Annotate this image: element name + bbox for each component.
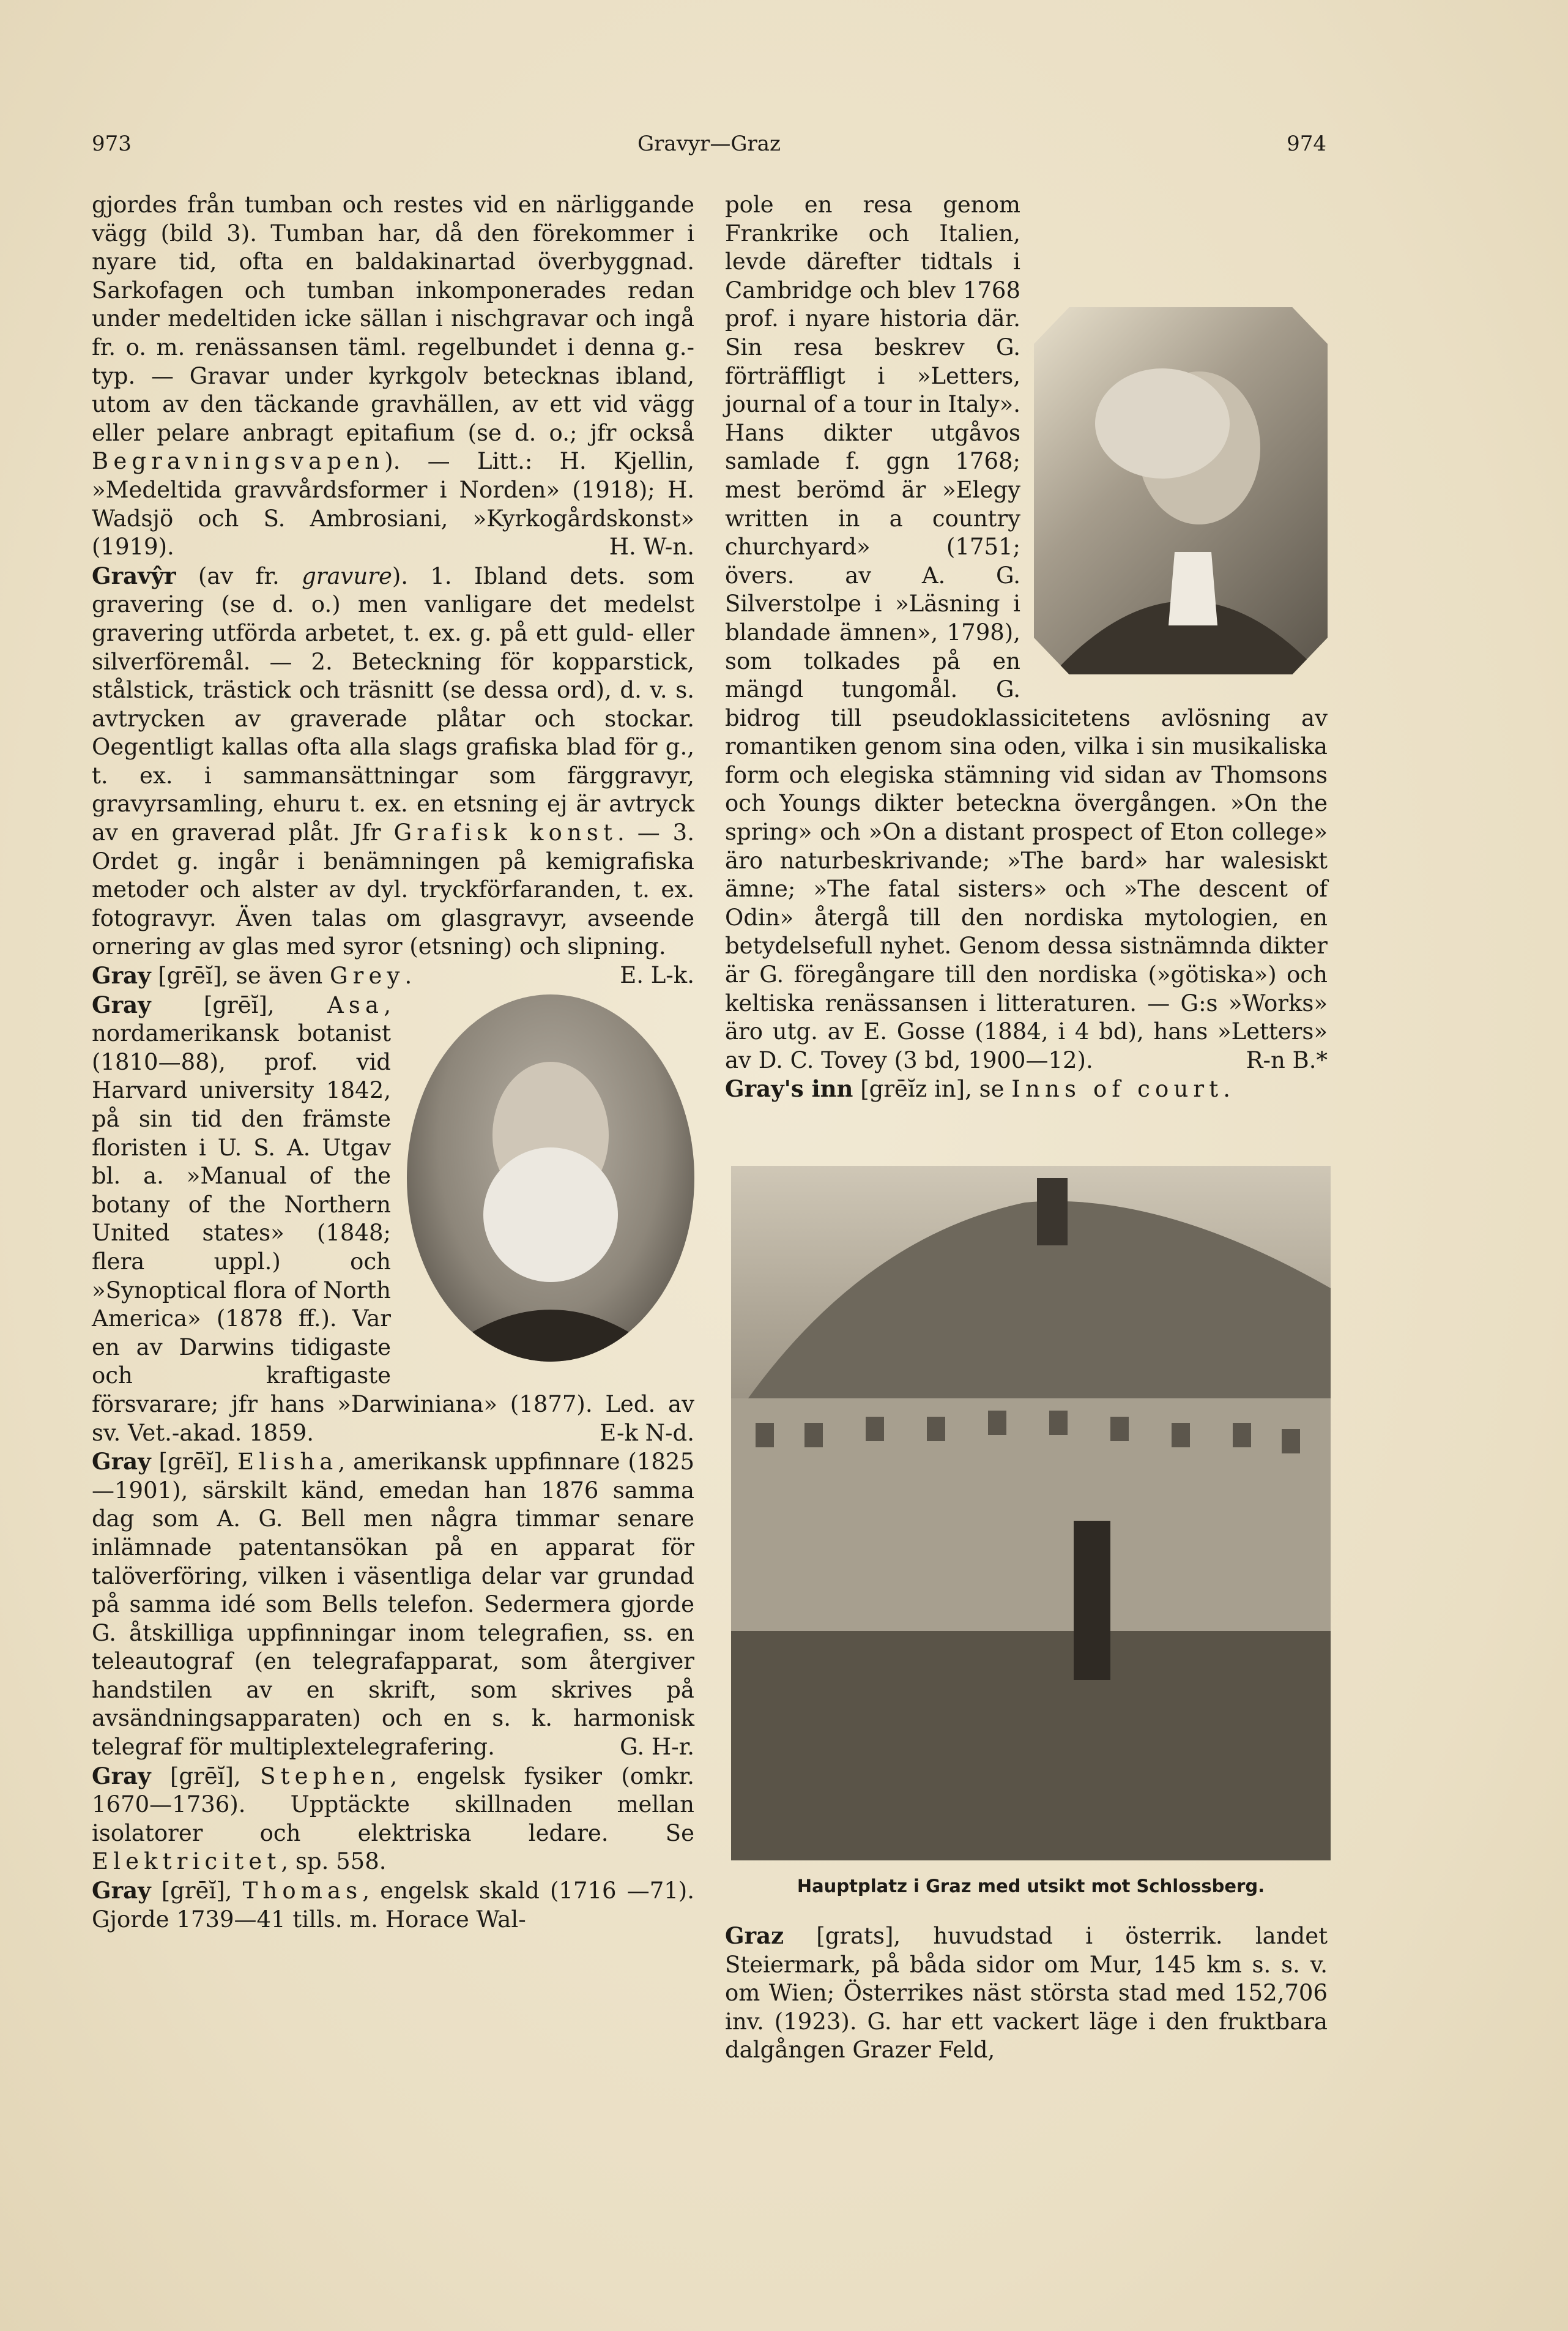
entry-gray: Gray [grēĭ], se även Grey. <box>92 962 412 990</box>
right-column-lower <box>725 1922 1328 2065</box>
headword: Gray <box>92 991 151 1018</box>
photo-caption: Hauptplatz i Graz med utsikt mot Schlossberg. <box>797 1876 1265 1897</box>
running-title: Gravyr—Graz <box>637 132 781 156</box>
author-signature: E. L-k. <box>620 962 694 989</box>
cross-reference: Inns of court <box>1011 1076 1224 1103</box>
portrait-image <box>1034 307 1328 674</box>
page-number-left: 973 <box>92 132 132 156</box>
entry-gray-thomas-continued: pole en resa genom Frankrike och Italien, levde därefter tidtals i Cambridge och blev 1768 prof. i nyare historia där. Sin resa beskrev G. förträffligt i »Letters, journal of a tour in Italy». Hans dikter utgåvos samlade f. ggn 1768; mest berömd är »Elegy written in a country churchyard» (1751; övers. av A. G. Silverstolpe i »Läsning i blandade ämnen», 1798), som tolkades på en mängd tungomål. G. bidrog till pseudoklassicitetens avlösning av romantiken genom sina oden, vilka i sin musikaliska form och elegiska stämning vid sidan av Thomsons och Youngs dikter beteckna övergången. »On the spring» och »On a distant prospect of Eton college» äro naturbeskrivande; »The bard» har walesiskt ämne; »The fatal sisters» och »The descent of Odin» återgå till den nordiska mytologien, en betydelsefull nyhet. Genom dessa sistnämnda dikter är G. föregångare till den nordiska (»götiska») och keltiska renässansen i litteraturen. — G:s »Works» äro utg. av E. Gosse (1884, i 4 bd), hans »Letters» av D. C. Tovey (3 bd, 1900—12). R-n B.* <box>725 191 1328 1075</box>
entry-gravyr: Gravŷr (av fr. gravure). 1. Ibland dets. som gravering (se d. o.) men vanligare det medelst gravering utförda arbetet, t. ex. g. på ett guld- eller silverföremål. — 2. Beteckning för kopparstick, stålstick, trästick och träsnitt (se dessa ord), d. v. s. avtrycken av graverade plåtar och stockar. Oegentligt kallas ofta alla slags grafiska blad för g., t. ex. i sammansättningar som färggravyr, gravyrsamling, ehuru t. ex. en etsning ej är avtryck av en graverad plåt. Jfr Grafisk konst. — 3. Ordet g. ingår i benämningen på kemigrafiska metoder och alster av dyl. tryckförfaranden, t. ex. fotogravyr. Även talas om glasgravyr, avseende ornering av glas med syror (etsning) och slipning. E. L-k. <box>92 562 694 961</box>
entry-graz: Graz [grats], huvudstad i österrik. landet Steiermark, på båda sidor om Mur, 145 km s. s. v. om Wien; Österrikes näst största stad med 152,706 inv. (1923). G. har ett vackert läge i den fruktbara dalgången Grazer Feld, <box>725 1922 1328 2064</box>
headword: Gray <box>92 1448 151 1475</box>
cross-reference: Grafisk konst <box>393 819 617 846</box>
cross-reference: Elektricitet <box>92 1848 281 1875</box>
portrait-asa-gray <box>407 994 694 1362</box>
author-signature: G. H-r. <box>620 1734 694 1761</box>
entry-gray-elisha: Gray [grēĭ], Elisha, amerikansk uppfinnare (1825—1901), särskilt känd, emedan han 1876 samma dag som A. G. Bell men några timmar senare inlämnade patentansökan på en apparat för talöverföring, vilken i väsentliga delar var grundad på samma idé som Bells telefon. Sedermera gjorde G. åtskilliga uppfinningar inom telegrafien, ss. en teleautograf (en telegrafapparat, som återgiver handstilen av en skrift, som skrives på avsändningsapparaten) och en s. k. harmonisk telegraf för multiplextelegrafering. G. H-r. <box>92 1447 694 1762</box>
left-column <box>92 191 694 1934</box>
headword: Gray's inn <box>725 1075 853 1103</box>
author-signature: E-k N-d. <box>600 1419 694 1446</box>
portrait-thomas-gray <box>1034 307 1328 674</box>
page-header <box>92 132 1326 168</box>
headword: Gravŷr <box>92 562 176 589</box>
entry-grays-inn: Gray's inn [grēĭz in], se Inns of court. <box>725 1075 1231 1103</box>
entry-gray-asa: Gray [grēĭ], Asa, nordamerikansk botanist (1810—88), prof. vid Harvard university 1842, på sin tid den främste floristen i U. S. A. Utgav bl. a. »Manual of the botany of the Northern United states» (1848; flera uppl.) och »Synoptical flora of North America» (1878 ff.). Var en av Darwins tidigaste och kraftigaste försvarare; jfr hans »Darwiniana» (1877). Led. av sv. Vet.-akad. 1859. E-k N-d. <box>92 991 694 1448</box>
entry-gray-thomas: Gray [grēĭ], Thomas, engelsk skald (1716 —71). Gjorde 1739—41 tills. m. Horace Wal- <box>92 1877 694 1933</box>
cross-reference: Grey <box>329 963 405 990</box>
photo-hauptplatz-graz <box>731 1166 1331 1860</box>
headword: Gray <box>92 962 151 990</box>
cross-reference: Begravningsvapen <box>92 448 385 475</box>
author-signature: R-n B.* <box>1246 1046 1328 1073</box>
right-column <box>725 191 1328 1104</box>
entry-gravar-continued: gjordes från tumban och restes vid en närliggande vägg (bild 3). Tumban har, då den förekommer i nyare tid, ofta en baldakinartad överbyggnad. Sarkofagen och tumban inkomponerades redan under medeltiden icke sällan i nischgravar och ingå fr. o. m. renässansen täml. regelbundet i denna g.-typ. — Gravar under kyrkgolv betecknas ibland, utom av den täckande gravhällen, av ett vid vägg eller pelare anbragt epitafium (se d. o.; jfr också Begravningsvapen). — Litt.: H. Kjellin, »Medeltida gravvårdsformer i Norden» (1918); H. Wadsjö och S. Ambrosiani, »Kyrkogårdskonst» (1919). H. W-n. <box>92 191 694 562</box>
entry-gray-stephen: Gray [grēĭ], Stephen, engelsk fysiker (omkr. 1670—1736). Upptäckte skillnaden mellan isolatorer och elektriska ledare. Se Elektricitet, sp. 558. <box>92 1762 694 1875</box>
page-number-right: 974 <box>1287 132 1326 156</box>
author-signature: H. W-n. <box>609 534 694 561</box>
portrait-image <box>407 994 694 1362</box>
headword: Graz <box>725 1922 784 1949</box>
headword: Gray <box>92 1877 151 1904</box>
headword: Gray <box>92 1762 151 1789</box>
photo-image <box>731 1166 1331 1860</box>
